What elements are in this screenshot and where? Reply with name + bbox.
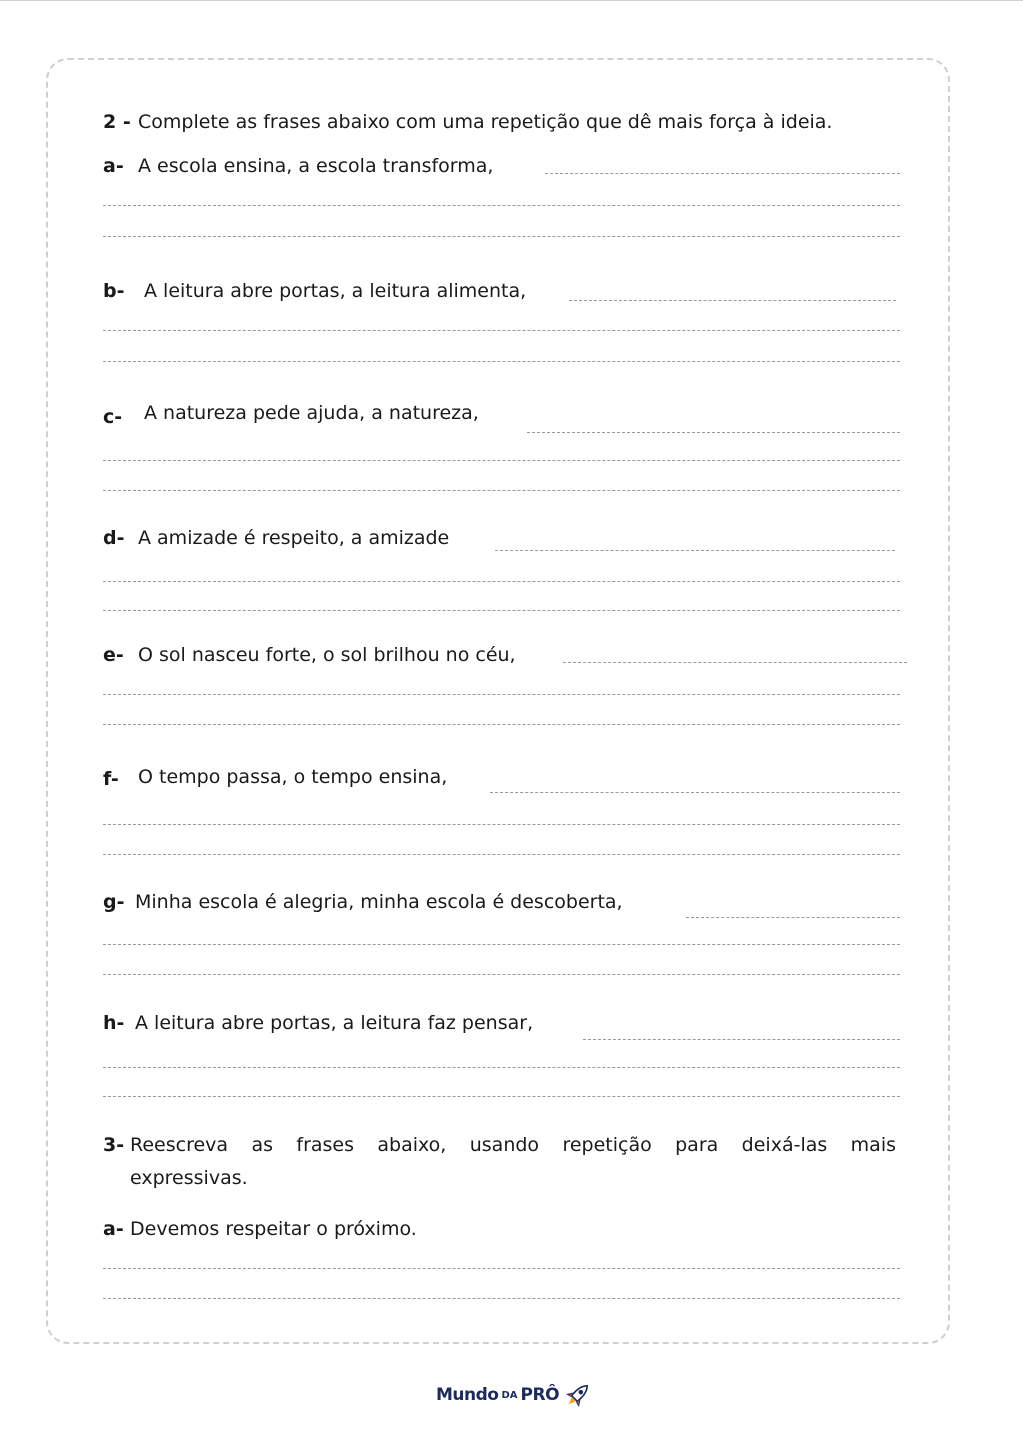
- answer-line-3a-1[interactable]: [103, 1268, 900, 1269]
- answer-line-h-2[interactable]: [103, 1067, 900, 1068]
- question-3-prompt-line-2: expressivas.: [130, 1167, 248, 1189]
- answer-line-d-3[interactable]: [103, 610, 900, 611]
- answer-line-d-2[interactable]: [103, 581, 900, 582]
- answer-line-f-3[interactable]: [103, 854, 900, 855]
- logo-da: DA: [501, 1389, 518, 1401]
- answer-line-c-3[interactable]: [103, 490, 900, 491]
- item-d-text: A amizade é respeito, a amizade: [138, 527, 450, 549]
- question-3-number: 3-: [103, 1134, 125, 1156]
- answer-line-a-1[interactable]: [545, 173, 900, 174]
- answer-line-e-1[interactable]: [563, 662, 907, 663]
- item-e-letter: e-: [103, 644, 124, 666]
- answer-line-f-1[interactable]: [490, 792, 900, 793]
- item-f-text: O tempo passa, o tempo ensina,: [138, 766, 448, 788]
- answer-line-c-2[interactable]: [103, 460, 900, 461]
- answer-line-g-1[interactable]: [686, 917, 900, 918]
- answer-line-a-3[interactable]: [103, 236, 900, 237]
- item-g-letter: g-: [103, 891, 125, 913]
- question-2-number: 2 -: [103, 111, 131, 133]
- item-c-letter: c-: [103, 406, 123, 428]
- item-h-letter: h-: [103, 1012, 125, 1034]
- logo-pro: PRÔ: [520, 1385, 560, 1405]
- item-c-text: A natureza pede ajuda, a natureza,: [144, 402, 479, 424]
- answer-line-h-1[interactable]: [583, 1039, 900, 1040]
- answer-line-3a-2[interactable]: [103, 1298, 900, 1299]
- item-3a-text: Devemos respeitar o próximo.: [130, 1218, 417, 1240]
- answer-line-b-1[interactable]: [569, 300, 896, 301]
- logo-mundo: Mundo: [436, 1385, 499, 1405]
- item-a-letter: a-: [103, 155, 124, 177]
- answer-line-h-3[interactable]: [103, 1096, 900, 1097]
- question-3-prompt-line-1: Reescreva as frases abaixo, usando repetição para deixá-las mais: [130, 1134, 896, 1156]
- answer-line-c-1[interactable]: [527, 432, 900, 433]
- answer-line-b-3[interactable]: [103, 361, 900, 362]
- question-2-prompt: Complete as frases abaixo com uma repetição que dê mais força à ideia.: [138, 111, 833, 133]
- item-h-text: A leitura abre portas, a leitura faz pensar,: [135, 1012, 534, 1034]
- answer-line-a-2[interactable]: [103, 205, 900, 206]
- rocket-icon: [563, 1380, 593, 1410]
- answer-line-f-2[interactable]: [103, 824, 900, 825]
- item-g-text: Minha escola é alegria, minha escola é descoberta,: [135, 891, 623, 913]
- answer-line-b-2[interactable]: [103, 330, 900, 331]
- item-f-letter: f-: [103, 768, 119, 790]
- item-d-letter: d-: [103, 527, 125, 549]
- answer-line-e-2[interactable]: [103, 694, 900, 695]
- item-e-text: O sol nasceu forte, o sol brilhou no céu,: [138, 644, 516, 666]
- top-rule: [0, 0, 1023, 1]
- item-a-text: A escola ensina, a escola transforma,: [138, 155, 494, 177]
- answer-line-d-1[interactable]: [495, 550, 895, 551]
- answer-line-g-3[interactable]: [103, 974, 900, 975]
- item-b-letter: b-: [103, 280, 125, 302]
- answer-line-g-2[interactable]: [103, 944, 900, 945]
- item-b-text: A leitura abre portas, a leitura alimenta,: [144, 280, 527, 302]
- item-3a-letter: a-: [103, 1218, 124, 1240]
- answer-line-e-3[interactable]: [103, 724, 900, 725]
- brand-logo: [436, 1377, 593, 1413]
